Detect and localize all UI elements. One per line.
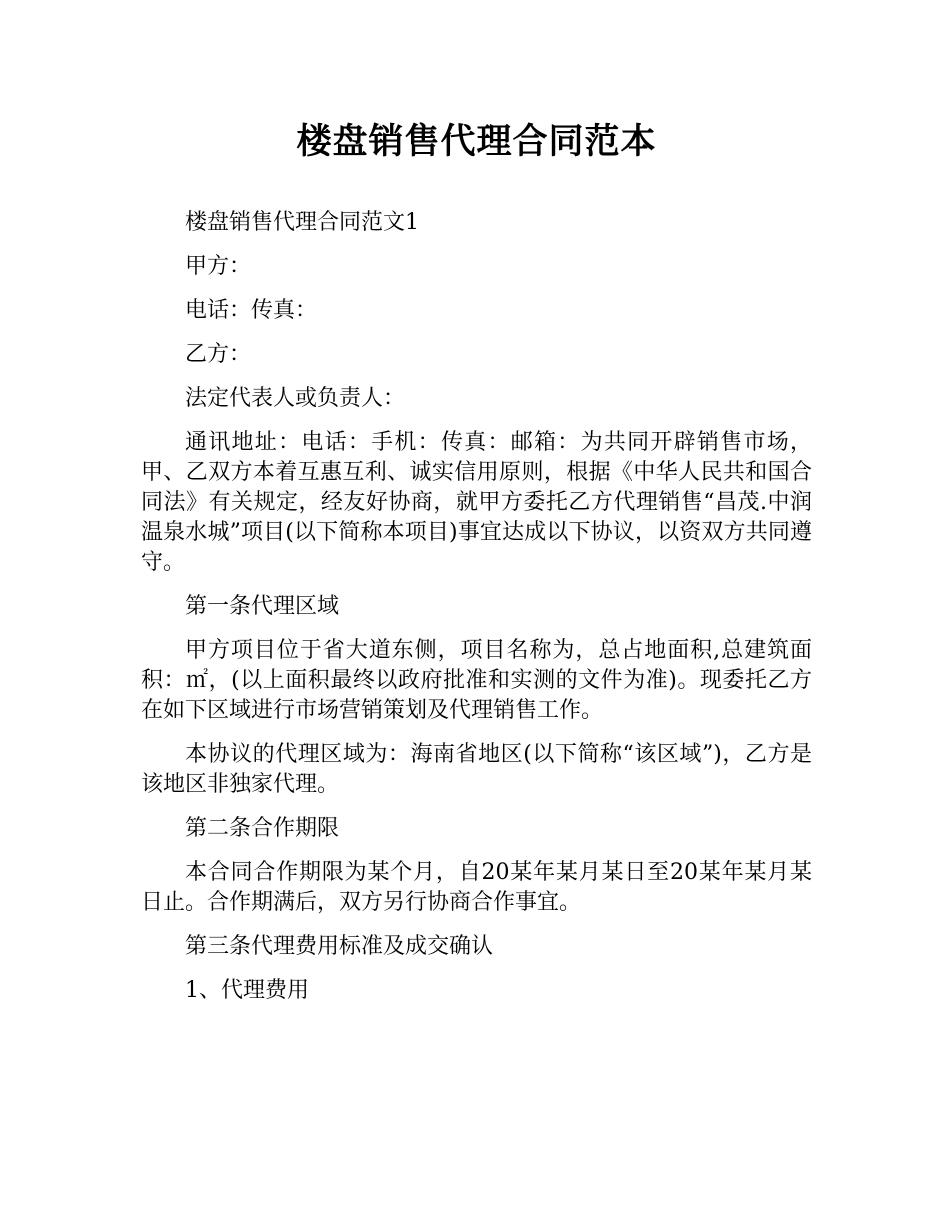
document-title: 楼盘销售代理合同范本 — [296, 122, 657, 162]
article-1-heading: 第一条代理区域 — [185, 594, 340, 619]
legal-representative-line: 法定代表人或负责人： — [185, 386, 406, 411]
document-body — [141, 208, 812, 1006]
party-a-line: 甲方： — [185, 254, 252, 279]
subtitle-paragraph: 楼盘销售代理合同范文1 — [185, 210, 419, 235]
article-2-heading: 第二条合作期限 — [185, 816, 340, 841]
article-2-paragraph: 本合同合作期限为某个月，自20某年某月某日至20某年某月某日止。合作期满后，双方另行协商合作事宜。 — [141, 860, 812, 915]
article-1-paragraph-2: 本协议的代理区域为：海南省地区(以下简称“该区域”)，乙方是该地区非独家代理。 — [141, 742, 812, 797]
party-b-line: 乙方： — [185, 342, 252, 367]
phone-fax-line: 电话：传真： — [185, 298, 318, 323]
article-1-paragraph-1: 甲方项目位于省大道东侧，项目名称为，总占地面积,总建筑面积：㎡，(以上面积最终以政府批准和实测的文件为准)。现委托乙方在如下区域进行市场营销策划及代理销售工作。 — [141, 638, 812, 723]
article-3-heading: 第三条代理费用标准及成交确认 — [185, 934, 494, 959]
preamble-paragraph: 通讯地址：电话：手机：传真：邮箱：为共同开辟销售市场，甲、乙双方本着互惠互利、诚实信用原则，根据《中华人民共和国合同法》有关规定，经友好协商，就甲方委托乙方代理销售“昌茂.中润温泉水城”项目(以下简称本项目)事宜达成以下协议，以资双方共同遵守。 — [141, 430, 812, 575]
article-3-item-1: 1、代理费用 — [185, 978, 309, 1003]
